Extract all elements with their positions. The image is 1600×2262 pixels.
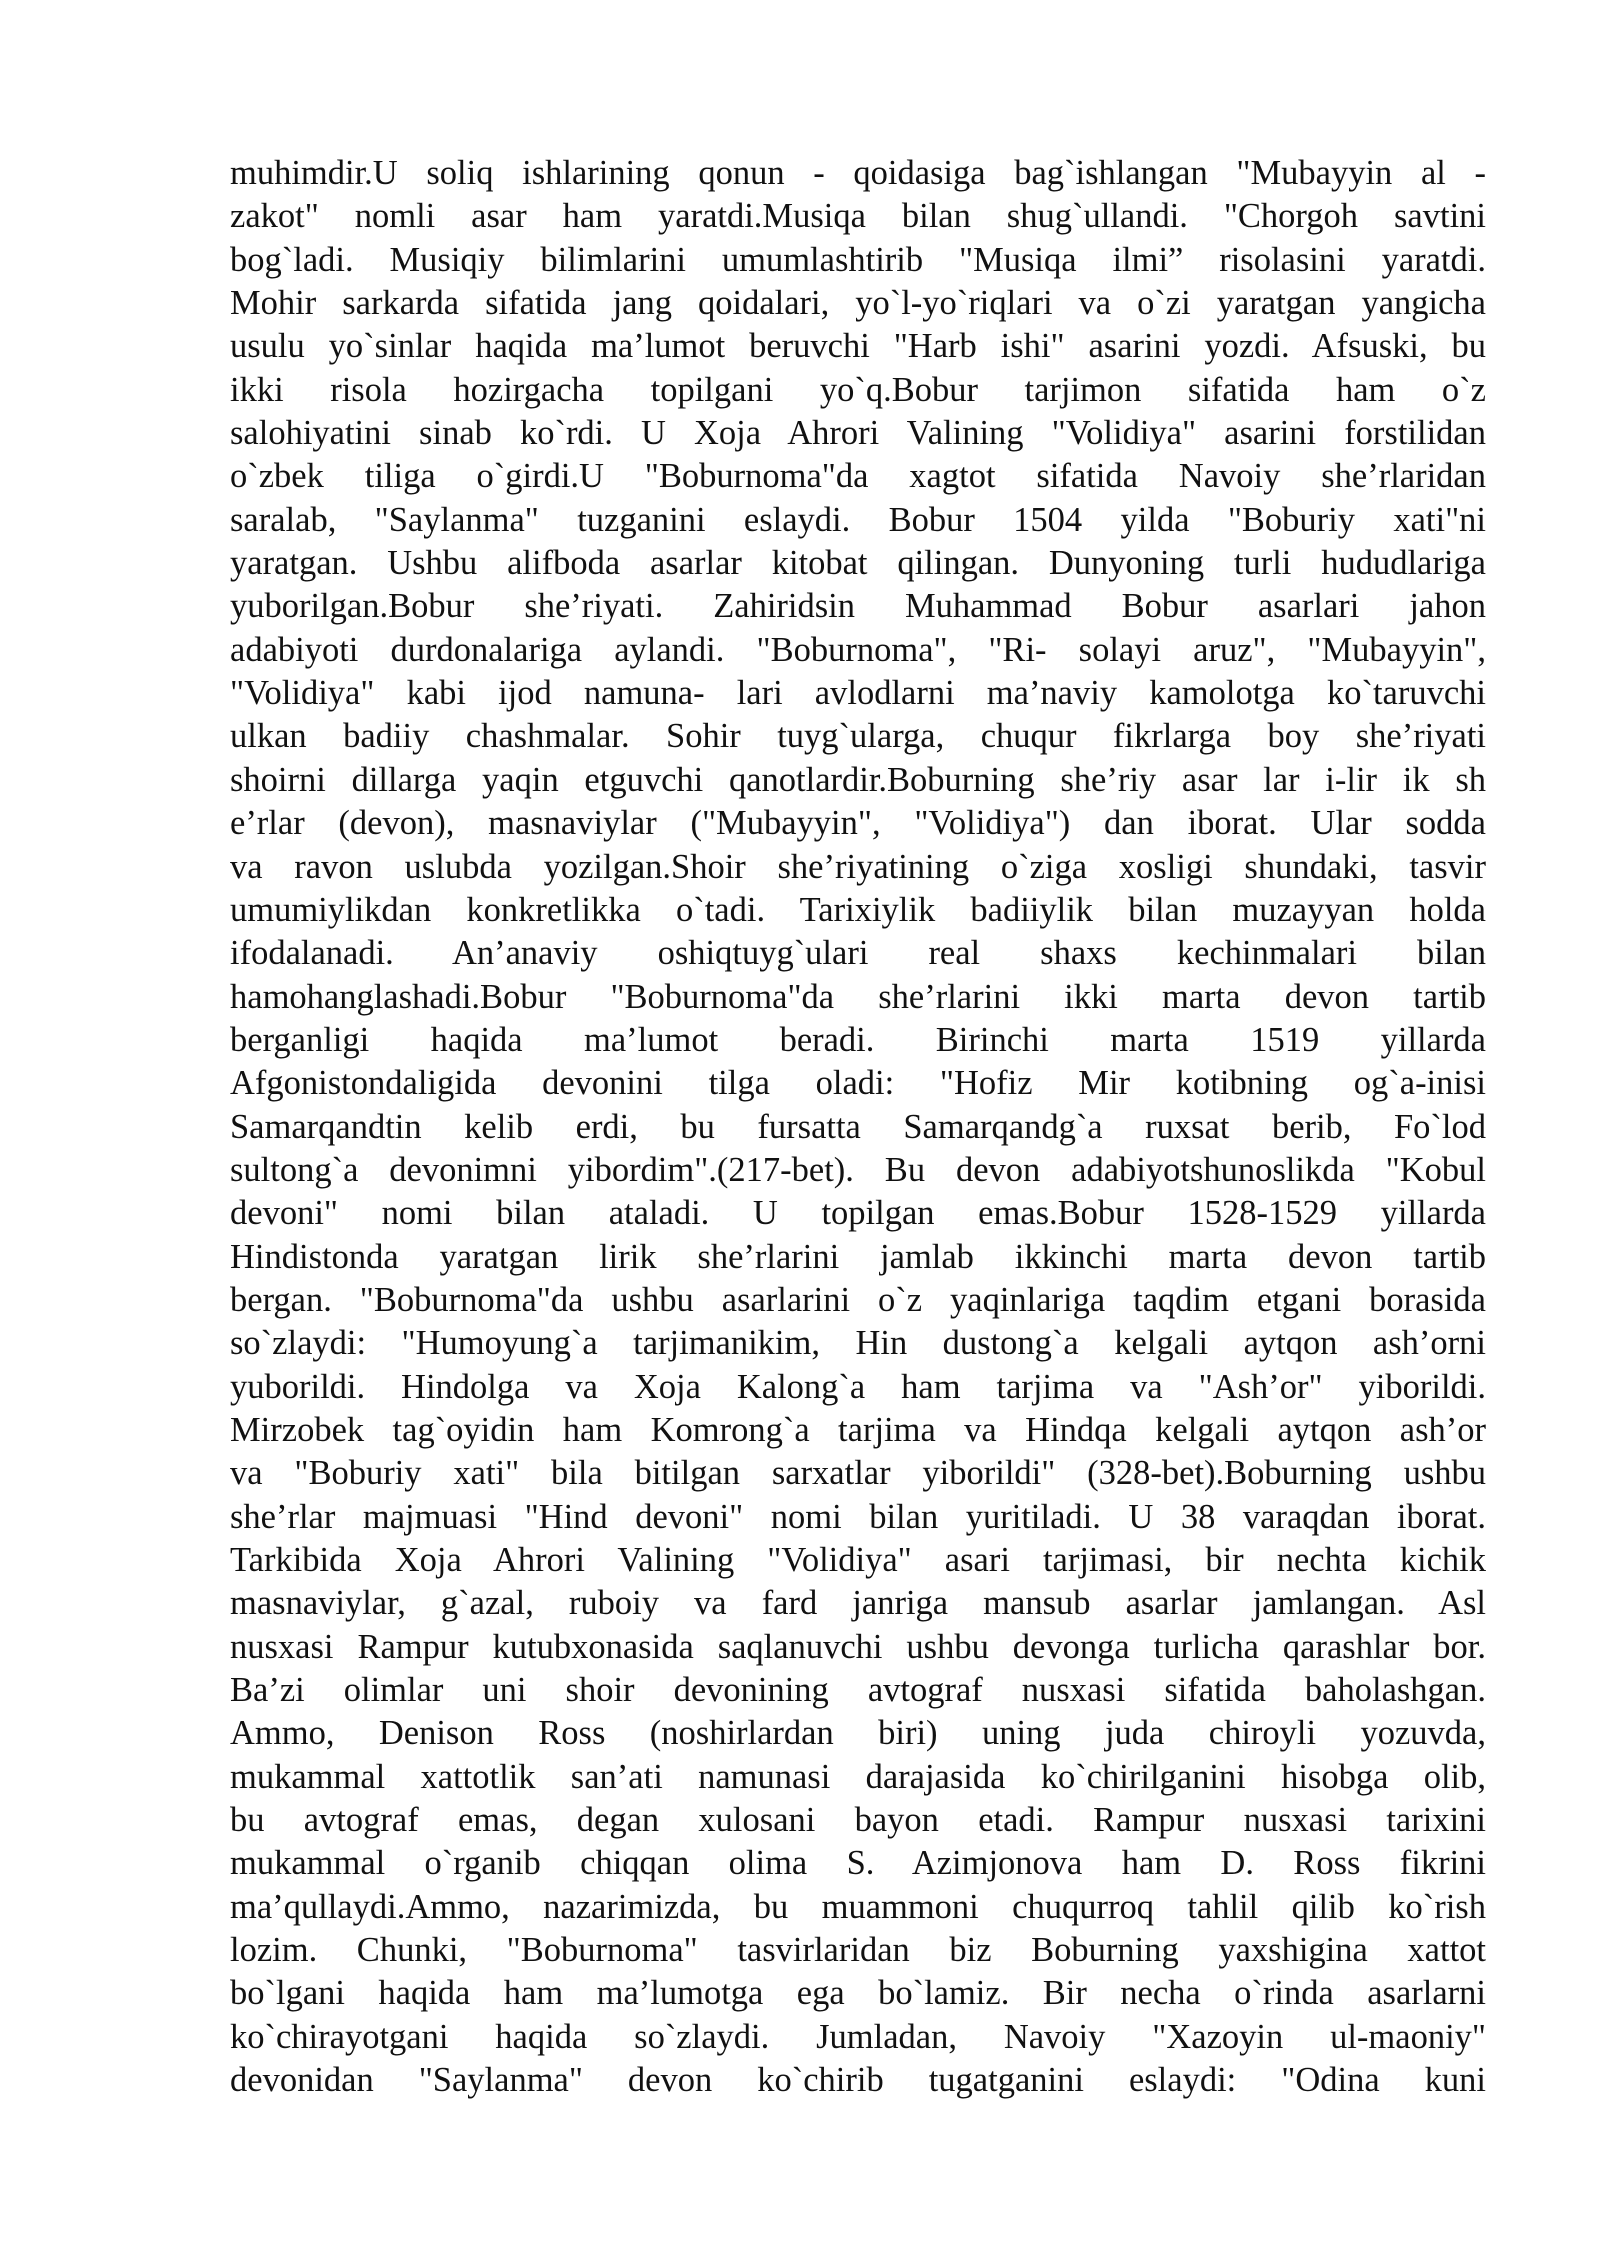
text-line: e’rlar (devon), masnaviylar ("Mubayyin", "Volidiya") dan iborat. Ular sodda <box>230 804 1486 843</box>
text-line: ma’qullaydi.Ammo, nazarimizda, bu muammoni chuqurroq tahlil qilib ko`rish <box>230 1887 1486 1926</box>
text-line: ikki risola hozirgacha topilgani yo`q.Bobur tarjimon sifatida ham o`z <box>230 370 1486 409</box>
text-line: she’rlar majmuasi "Hind devoni" nomi bilan yuritiladi. U 38 varaqdan iborat. <box>230 1497 1486 1536</box>
text-line: Hindistonda yaratgan lirik she’rlarini jamlab ikkinchi marta devon tartib <box>230 1237 1486 1276</box>
text-line: o`zbek tiliga o`girdi.U "Boburnoma"da xagtot sifatida Navoiy she’rlaridan <box>230 457 1486 496</box>
text-line: Afgonistondaligida devonini tilga oladi: "Hofiz Mir kotibning og`a-inisi <box>230 1064 1486 1103</box>
text-line: yuborilgan.Bobur she’riyati. Zahiridsin Muhammad Bobur asarlari jahon <box>230 587 1486 626</box>
text-line: masnaviylar, g`azal, ruboiy va fard janriga mansub asarlar jamlangan. Asl <box>230 1584 1486 1623</box>
text-line: shoirni dillarga yaqin etguvchi qanotlardir.Boburning she’riy asar lar i-lir ik sh <box>230 760 1486 799</box>
text-line: va "Boburiy xati" bila bitilgan sarxatlar yiborildi" (328-bet).Boburning ushbu <box>230 1454 1486 1493</box>
text-line: saralab, "Saylanma" tuzganini eslaydi. Bobur 1504 yilda "Boburiy xati"ni <box>230 500 1486 539</box>
text-line: lozim. Chunki, "Boburnoma" tasvirlaridan biz Boburning yaxshigina xattot <box>230 1931 1486 1970</box>
text-line: bu avtograf emas, degan xulosani bayon etadi. Rampur nusxasi tarixini <box>230 1801 1486 1840</box>
text-line: mukammal xattotlik san’ati namunasi darajasida ko`chirilganini hisobga olib, <box>230 1757 1486 1796</box>
text-line: Mirzobek tag`oyidin ham Komrong`a tarjima va Hindqa kelgali aytqon ash’or <box>230 1410 1486 1449</box>
text-line: Tarkibida Xoja Ahrori Valining "Volidiya" asari tarjimasi, bir nechta kichik <box>230 1541 1486 1579</box>
text-line: adabiyoti durdonalariga aylandi. "Boburnoma", "Ri- solayi aruz", "Mubayyin", <box>230 630 1486 669</box>
text-line: bergan. "Boburnoma"da ushbu asarlarini o`z yaqinlariga taqdim etgani borasida <box>230 1280 1486 1319</box>
text-line: ifodalanadi. An’anaviy oshiqtuyg`ulari real shaxs kechinmalari bilan <box>230 934 1486 973</box>
text-line: sultong`a devonimni yibordim".(217-bet). Bu devon adabiyotshunoslikda "Kobul <box>230 1150 1486 1189</box>
text-line: bo`lgani haqida ham ma’lumotga ega bo`lamiz. Bir necha o`rinda asarlarni <box>230 1974 1486 2013</box>
text-line: nusxasi Rampur kutubxonasida saqlanuvchi ushbu devonga turlicha qarashlar bor. <box>230 1627 1486 1666</box>
text-line: ko`chirayotgani haqida so`zlaydi. Jumladan, Navoiy "Xazoyin ul-maoniy" <box>230 2017 1486 2056</box>
text-line: bog`ladi. Musiqiy bilimlarini umumlashtirib "Musiqa ilmi” risolasini yaratdi. <box>230 240 1486 279</box>
text-line: Ba’zi olimlar uni shoir devonining avtograf nusxasi sifatida baholashgan. <box>230 1671 1486 1710</box>
text-line: Mohir sarkarda sifatida jang qoidalari, yo`l-yo`riqlari va o`zi yaratgan yangicha <box>230 284 1486 323</box>
text-line: umumiylikdan konkretlikka o`tadi. Tarixiylik badiiylik bilan muzayyan holda <box>230 890 1486 929</box>
text-line: salohiyatini sinab ko`rdi. U Xoja Ahrori Valining "Volidiya" asarini forstilidan <box>230 414 1486 453</box>
document-page <box>230 152 1486 2102</box>
text-line: devoni" nomi bilan ataladi. U topilgan emas.Bobur 1528-1529 yillarda <box>230 1194 1486 1233</box>
text-line: yaratgan. Ushbu alifboda asarlar kitobat qilingan. Dunyoning turli hududlariga <box>230 544 1486 583</box>
text-line: mukammal o`rganib chiqqan olima S. Azimjonova ham D. Ross fikrini <box>230 1844 1486 1883</box>
text-line: berganligi haqida ma’lumot beradi. Birinchi marta 1519 yillarda <box>230 1020 1486 1059</box>
text-line: va ravon uslubda yozilgan.Shoir she’riyatining o`ziga xosligi shundaki, tasvir <box>230 847 1486 886</box>
text-line: devonidan "Saylanma" devon ko`chirib tugatganini eslaydi: "Odina kuni <box>230 2061 1486 2100</box>
text-line: so`zlaydi: "Humoyung`a tarjimanikim, Hin dustong`a kelgali aytqon ash’orni <box>230 1324 1486 1363</box>
text-line: Ammo, Denison Ross (noshirlardan biri) uning juda chiroyli yozuvda, <box>230 1714 1486 1753</box>
text-line: Samarqandtin kelib erdi, bu fursatta Samarqandg`a ruxsat berib, Fo`lod <box>230 1107 1486 1146</box>
text-line: usulu yo`sinlar haqida ma’lumot beruvchi "Harb ishi" asarini yozdi. Afsuski, bu <box>230 327 1486 366</box>
text-line: zakot" nomli asar ham yaratdi.Musiqa bilan shug`ullandi. "Chorgoh savtini <box>230 197 1486 236</box>
text-line: yuborildi. Hindolga va Xoja Kalong`a ham tarjima va "Ash’or" yiborildi. <box>230 1367 1486 1406</box>
text-line: muhimdir.U soliq ishlarining qonun - qoidasiga bag`ishlangan "Mubayyin al - <box>230 154 1486 192</box>
text-line: ulkan badiiy chashmalar. Sohir tuyg`ularga, chuqur fikrlarga boy she’riyati <box>230 717 1486 756</box>
text-line: hamohanglashadi.Bobur "Boburnoma"da she’rlarini ikki marta devon tartib <box>230 977 1486 1016</box>
text-line: "Volidiya" kabi ijod namuna- lari avlodlarni ma’naviy kamolotga ko`taruvchi <box>230 674 1486 713</box>
